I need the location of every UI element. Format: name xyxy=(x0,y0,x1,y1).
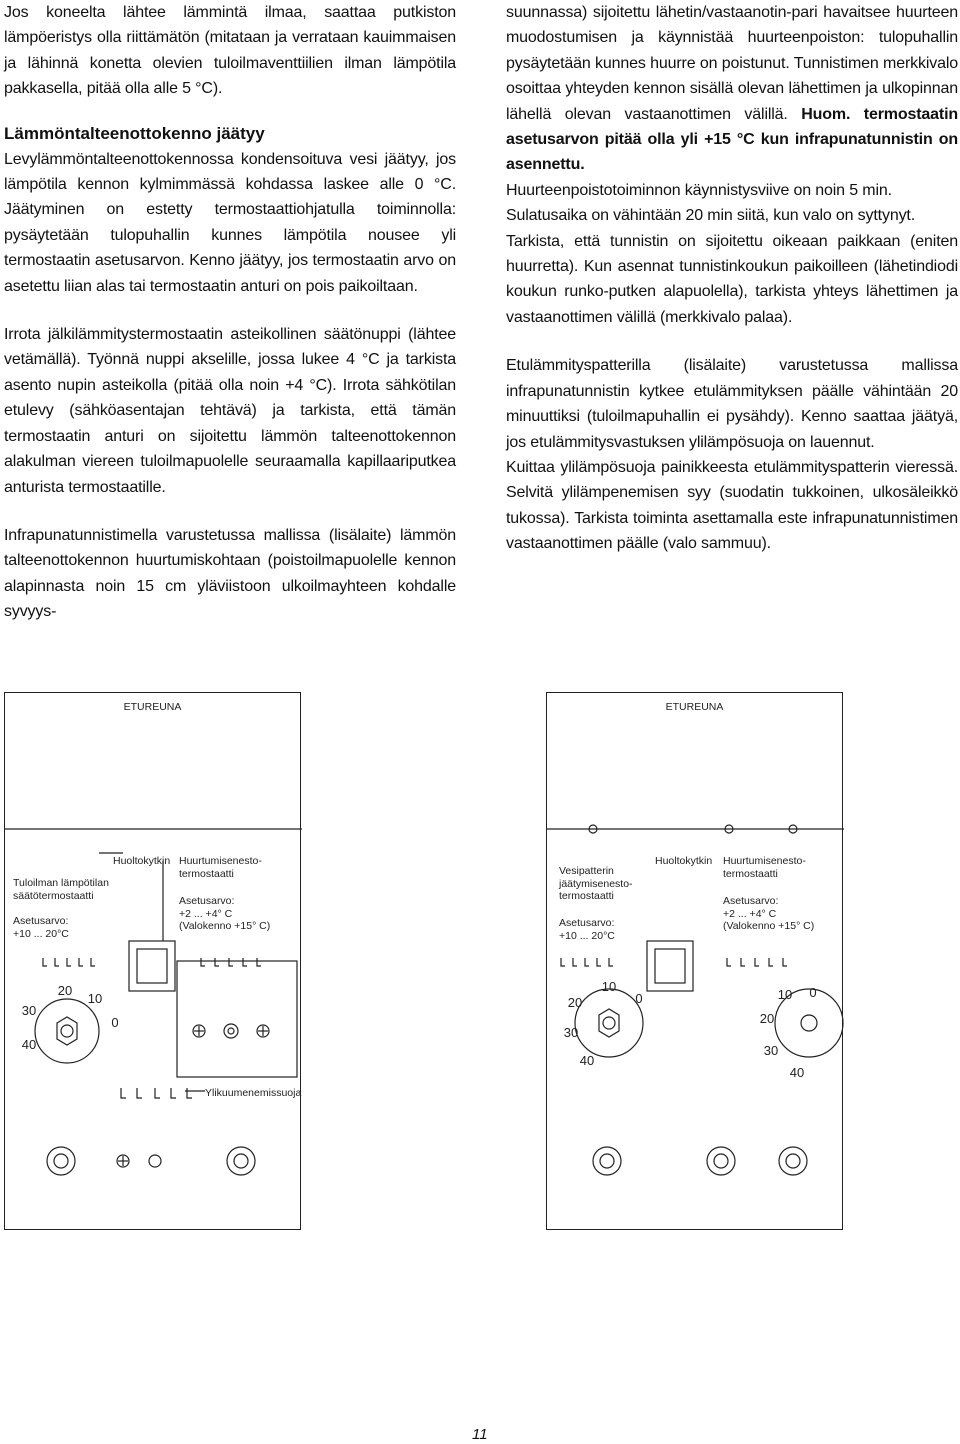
defrost-setpoint-label: Asetusarvo: +2 ... +4° C (Valokenno +15° C) xyxy=(179,895,271,932)
dial2-tick-10: 10 xyxy=(777,987,793,1002)
dial-tick-20: 20 xyxy=(57,983,73,998)
paragraph-delay: Huurteenpoistotoiminnon käynnistysviive on noin 5 min. Sulatusaika on vähintään 20 min siitä, kun valo on syttynyt. xyxy=(506,181,916,225)
section-heading-freezing: Lämmöntalteenottokenno jäätyy xyxy=(4,123,265,143)
dial2-tick-0: 0 xyxy=(809,985,817,1000)
dial-tick-30: 30 xyxy=(21,1003,37,1018)
control-panel-diagram-right xyxy=(546,692,843,1230)
dial1-tick-0: 0 xyxy=(635,991,643,1006)
defrost-thermostat-label: Huurtumisenesto- termostaatti xyxy=(179,855,262,880)
coil-setpoint-label: Asetusarvo: +10 ... 20°C xyxy=(559,917,615,942)
dial-tick-40: 40 xyxy=(21,1037,37,1052)
supply-thermostat-label: Tuloilman lämpötilan säätötermostaatti xyxy=(13,877,109,902)
paragraph-preheater: Etulämmityspatterilla (lisälaite) varustetussa mallissa infrapunatunnistin kytkee etulämmityksen päälle vähintään 20 minuuttiksi (tuloilmapuhallin ei pysähdy). Kenno saattaa jäätyä, jos etulämmitysvastuksen ylilämpösuoja on lauennut. xyxy=(506,357,958,451)
service-switch-label: Huoltokytkin xyxy=(655,855,713,867)
overheat-protection-label: Ylikuumenemissuoja xyxy=(205,1087,302,1099)
right-text-column xyxy=(506,0,958,557)
panel-drawing-left xyxy=(5,693,302,1231)
paragraph-reset: Kuittaa ylilämpösuoja painikkeesta etulämmityspatterin vieressä. Selvitä ylilämpenemisen syy (suodatin tukkoinen, ulkosäleikkö tukossa). Tarkista toiminta asettamalla este infrapunatunnistimen vastaanottimen päälle (valo sammuu). xyxy=(506,458,958,553)
paragraph-warm-air: Jos koneelta lähtee lämmintä ilmaa, saattaa putkiston lämpöeristys olla riittämätön (mitataan ja verrataan kauimmaisen ja lähinnä konetta olevien tuloilmaventtiilien ilman lämpötila pakkasella, pitää olla alle 5 °C). xyxy=(4,4,456,98)
control-panel-diagram-left xyxy=(4,692,301,1230)
page-number: 11 xyxy=(472,1426,488,1443)
paragraph-sensor-check: Tarkista, että tunnistin on sijoitettu oikeaan paikkaan (eniten huurretta). Kun asennat tunnistinkoukun paikoilleen (lähetindiodi koukun runko-putken alapuolella), tarkista yhteys lähettimen ja vastaanottimen välillä (merkkivalo palaa). xyxy=(506,232,958,326)
paragraph-infrared-cont xyxy=(506,0,958,178)
dial1-tick-20: 20 xyxy=(567,995,583,1010)
dial1-tick-10: 10 xyxy=(601,979,617,994)
dial2-tick-40: 40 xyxy=(789,1065,805,1080)
paragraph-infrared-start: Infrapunatunnistimella varustetussa mallissa (lisälaite) lämmön talteenottokennon huurtumiskohtaan (poistoilmapuolelle kennon alapinnasta noin 15 cm yläviistoon ulkoilmayhteen kohdalle syvyys- xyxy=(4,526,456,621)
note-bold: Huom. termostaatin asetusarvon pitää olla yli +15 °C kun infrapunatunnistin on asennettu. xyxy=(506,105,959,174)
supply-setpoint-label: Asetusarvo: +10 ... 20°C xyxy=(13,915,69,940)
dial-tick-10: 10 xyxy=(87,991,103,1006)
dial2-tick-30: 30 xyxy=(763,1043,779,1058)
defrost-setpoint-label: Asetusarvo: +2 ... +4° C (Valokenno +15° C) xyxy=(723,895,815,932)
dial1-tick-30: 30 xyxy=(563,1025,579,1040)
dial1-tick-40: 40 xyxy=(579,1053,595,1068)
panel-drawing-right xyxy=(547,693,844,1231)
coil-thermostat-label: Vesipatterin jäätymisenesto- termostaatti xyxy=(559,865,633,902)
paragraph-thermostat-check: Irrota jälkilämmitystermostaatin asteikollinen säätönuppi (lähtee vetämällä). Työnnä nuppi akselille, jossa lukee 4 °C ja tarkista asento nupin asteikolla (pitää olla noin +4 °C). Irrota sähkötilan etulevy (sähköasentajan tehtävä) ja tarkista, että tämän termostaatin anturi on sijoitettu lämmön talteenottokennon alakulman viereen tuloilmapuolelle seuraamalla kapillaariputkea anturista termostaatille. xyxy=(4,326,456,496)
infrared-text: suunnassa) sijoitettu lähetin/vastaanotin-pari havaitsee huurteen muodostumisen ja käynnistää huurteenpoiston: tulopuhallin pysäytetään kunnes huurre on poistunut. Tunnistimen merkkivalo osoittaa yhteyden kennon sisällä olevan lähettimen ja ulkopinnan lähellä olevan vastaanottimen välillä. xyxy=(506,4,958,123)
left-text-column xyxy=(4,0,456,625)
paragraph-freezing: Levylämmöntalteenottokennossa kondensoituva vesi jäätyy, jos lämpötila kennon kylmimmässä kohdassa laskee alle 0 °C. Jäätyminen on estetty termostaattiohjatulla toiminnolla: pysäytetään tulopuhallin kunnes lämpötila nousee yli termostaatin asetusarvon. Kenno jäätyy, jos termostaatin arvo on asetettu liian alas tai termostaatin anturi on pois paikoiltaan. xyxy=(4,150,456,295)
defrost-thermostat-label: Huurtumisenesto- termostaatti xyxy=(723,855,806,880)
service-switch-label: Huoltokytkin xyxy=(113,855,171,867)
dial2-tick-20: 20 xyxy=(759,1011,775,1026)
dial-tick-0: 0 xyxy=(111,1015,119,1030)
front-edge-label: ETUREUNA xyxy=(123,701,182,713)
front-edge-label: ETUREUNA xyxy=(665,701,724,713)
